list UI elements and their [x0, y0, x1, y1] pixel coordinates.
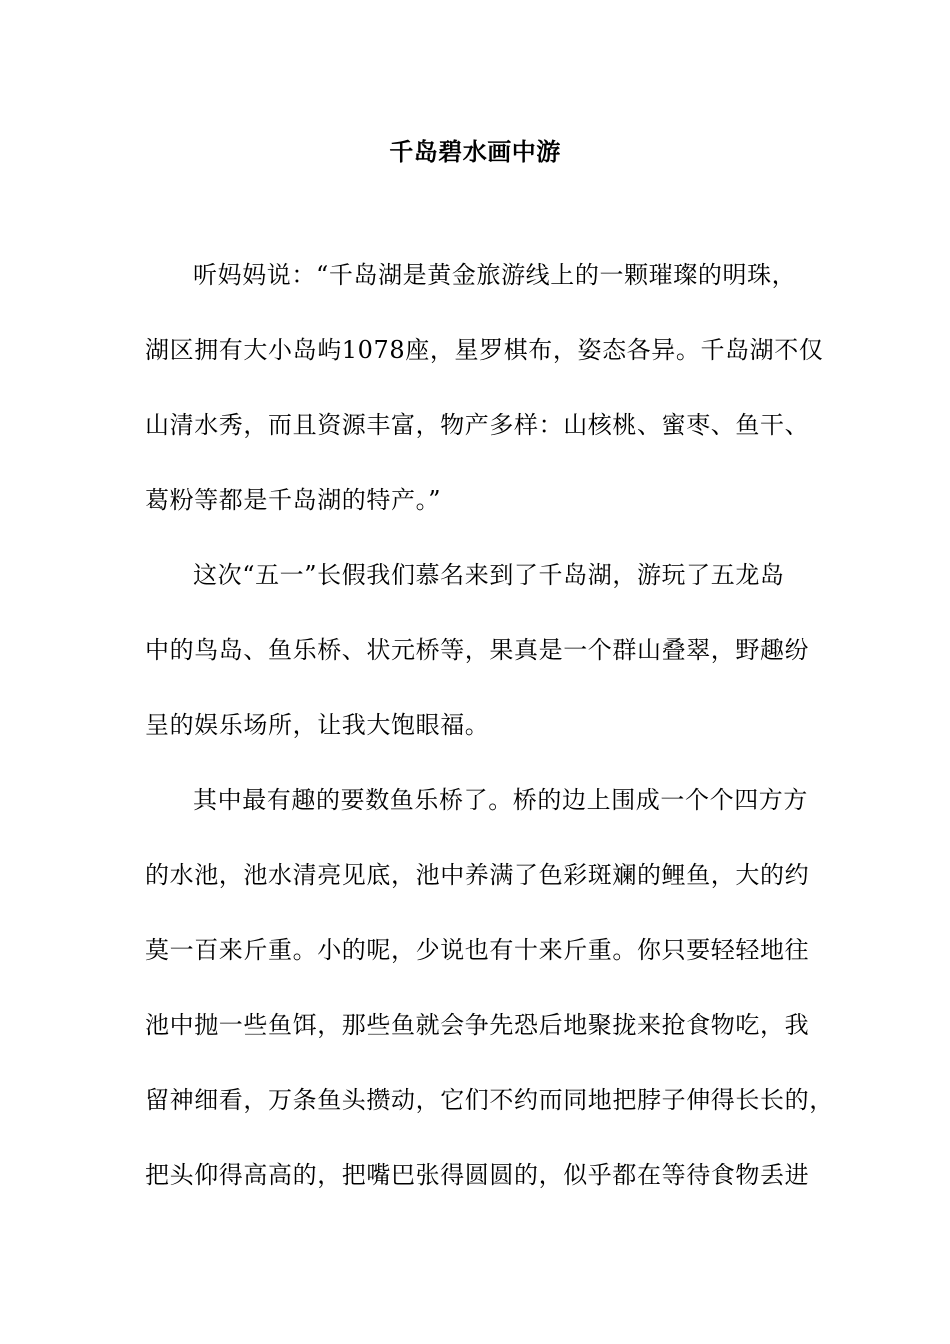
paragraph-line: 其中最有趣的要数鱼乐桥了。桥的边上围成一个个四方方: [193, 786, 808, 814]
paragraph-line: 湖区拥有大小岛屿1078座，星罗棋布，姿态各异。千岛湖不仅: [145, 336, 824, 364]
paragraph-line: 池中抛一些鱼饵，那些鱼就会争先恐后地聚拢来抢食物吃，我: [145, 1011, 810, 1039]
paragraph-line: 听妈妈说：“千岛湖是黄金旅游线上的一颗璀璨的明珠，: [193, 261, 797, 289]
paragraph-line: 呈的娱乐场所，让我大饱眼福。: [145, 711, 490, 739]
paragraph-line: 山清水秀，而且资源丰富，物产多样：山核桃、蜜枣、鱼干、: [145, 411, 810, 439]
paragraph-line: 把头仰得高高的，把嘴巴张得圆圆的，似乎都在等待食物丢进: [145, 1161, 810, 1189]
document-title: 千岛碧水画中游: [389, 137, 561, 166]
paragraph-line: 葛粉等都是千岛湖的特产。”: [145, 486, 442, 514]
paragraph-line: 莫一百来斤重。小的呢，少说也有十来斤重。你只要轻轻地往: [145, 936, 810, 964]
paragraph-line: 中的鸟岛、鱼乐桥、状元桥等，果真是一个群山叠翠，野趣纷: [145, 636, 810, 664]
paragraph-line: 留神细看，万条鱼头攒动，它们不约而同地把脖子伸得长长的，: [145, 1086, 834, 1114]
paragraph-line: 的水池，池水清亮见底，池中养满了色彩斑斓的鲤鱼，大的约: [145, 861, 810, 889]
paragraph-line: 这次“五一”长假我们慕名来到了千岛湖，游玩了五龙岛: [193, 561, 785, 589]
